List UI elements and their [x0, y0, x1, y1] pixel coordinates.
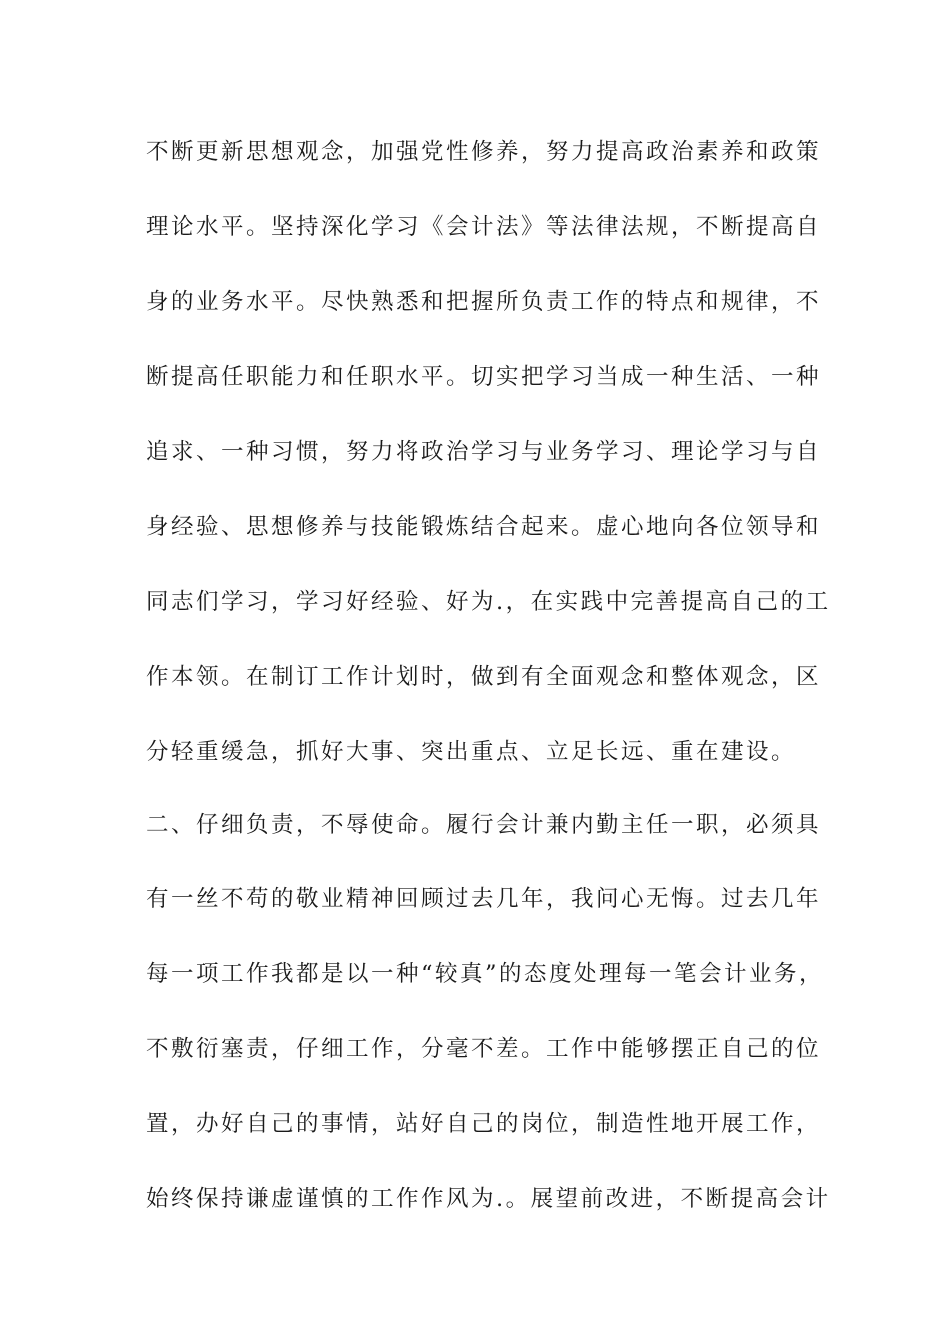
body-text-line: 置，办好自己的事情，站好自己的岗位，制造性地开展工作，	[146, 1111, 822, 1137]
body-text-line: 身的业务水平。尽快熟悉和把握所负责工作的特点和规律，不	[146, 289, 822, 315]
section-heading-line: 二、仔细负责，不辱使命。履行会计兼内勤主任一职，必须具	[146, 812, 822, 838]
body-text-line: 不断更新思想观念，加强党性修养，努力提高政治素养和政策	[146, 139, 822, 165]
body-text-line: 分轻重缓急，抓好大事、突出重点、立足长远、重在建设。	[146, 739, 797, 765]
body-text-line: 身经验、思想修养与技能锻炼结合起来。虚心地向各位领导和	[146, 514, 822, 540]
body-text-line: 理论水平。坚持深化学习《会计法》等法律法规，不断提高自	[146, 214, 822, 240]
body-text-line: 始终保持谦虚谨慎的工作作风为.。展望前改进，不断提高会计	[146, 1186, 831, 1212]
body-text-line: 不敷衍塞责，仔细工作，分毫不差。工作中能够摆正自己的位	[146, 1036, 822, 1062]
body-text-line: 同志们学习，学习好经验、好为.，在实践中完善提高自己的工	[146, 589, 831, 615]
body-text-line: 每一项工作我都是以一种“较真”的态度处理每一笔会计业务，	[146, 961, 825, 987]
body-text-line: 追求、一种习惯，努力将政治学习与业务学习、理论学习与自	[146, 439, 822, 465]
body-text-line: 有一丝不苟的敬业精神回顾过去几年，我问心无悔。过去几年	[146, 886, 822, 912]
body-text-line: 断提高任职能力和任职水平。切实把学习当成一种生活、一种	[146, 364, 822, 390]
body-text-line: 作本领。在制订工作计划时，做到有全面观念和整体观念，区	[146, 664, 822, 690]
